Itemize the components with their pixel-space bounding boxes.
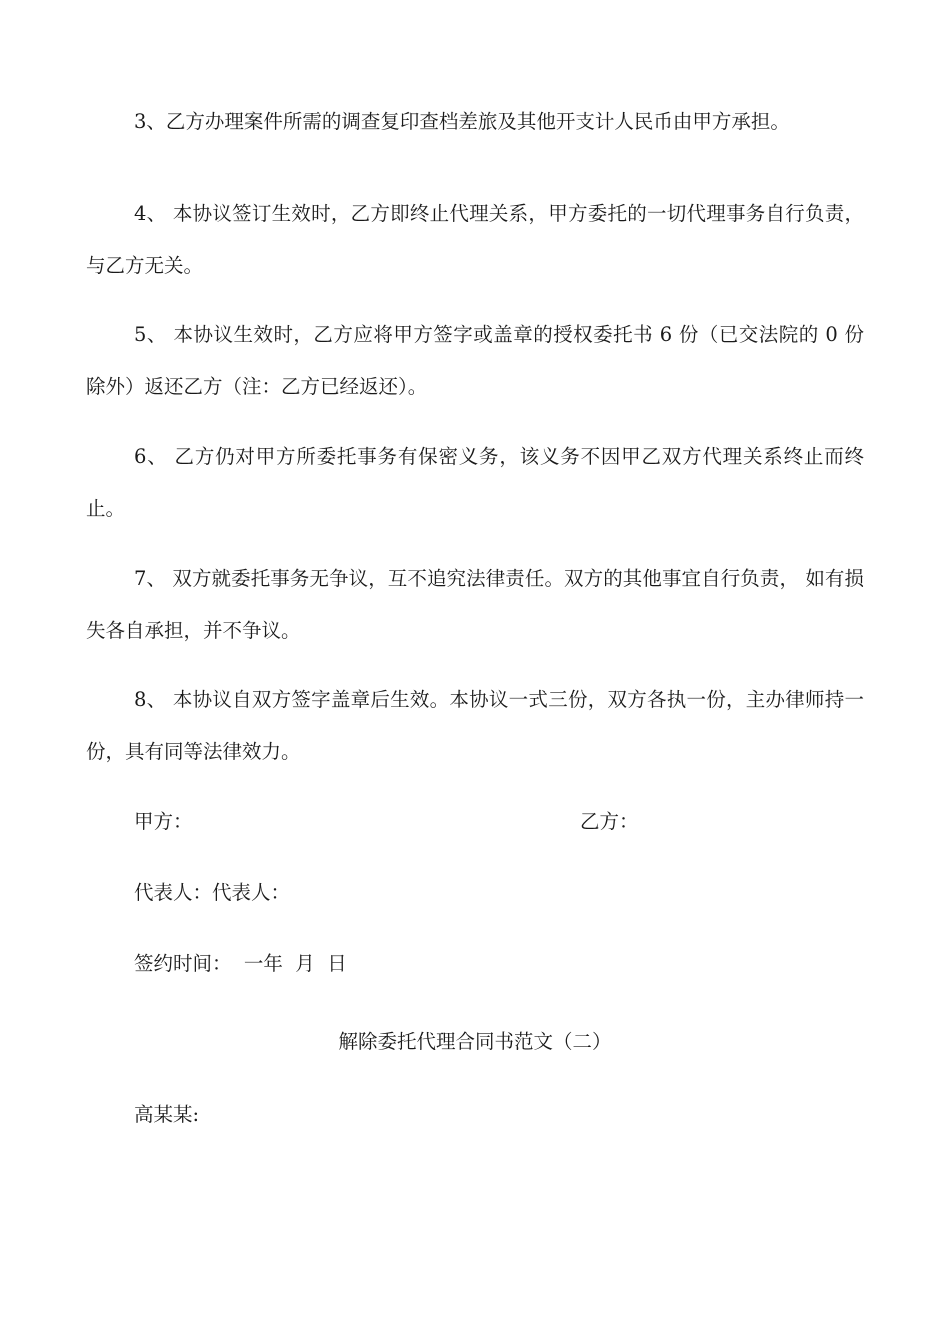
clause-7: 7、 双方就委托事务无争议，互不追究法律责任。双方的其他事宜自行负责， 如有损失各自承担，并不争议。 bbox=[86, 567, 864, 642]
party-b-label: 乙方： bbox=[580, 810, 639, 833]
clause-5: 5、 本协议生效时，乙方应将甲方签字或盖章的授权委托书 6 份（已交法院的 0 份除外）返还乙方（注：乙方已经返还）。 bbox=[86, 323, 864, 398]
clause-4: 4、 本协议签订生效时，乙方即终止代理关系，甲方委托的一切代理事务自行负责，与乙方无关。 bbox=[86, 202, 864, 277]
representatives-line: 代表人：代表人： bbox=[134, 881, 291, 904]
party-a-label: 甲方： bbox=[134, 810, 193, 833]
signing-time-line: 签约时间： 一年 月 日 bbox=[134, 952, 347, 975]
clause-8: 8、 本协议自双方签字盖章后生效。本协议一式三份，双方各执一份，主办律师持一份，具有同等法律效力。 bbox=[86, 688, 864, 763]
section-title: 解除委托代理合同书范文（二） bbox=[338, 1030, 612, 1053]
clause-3: 3、乙方办理案件所需的调查复印查档差旅及其他开支计人民币由甲方承担。 bbox=[134, 110, 790, 133]
addressee-line: 高某某: bbox=[134, 1103, 200, 1126]
clause-6: 6、 乙方仍对甲方所委托事务有保密义务，该义务不因甲乙双方代理关系终止而终止。 bbox=[86, 445, 864, 520]
